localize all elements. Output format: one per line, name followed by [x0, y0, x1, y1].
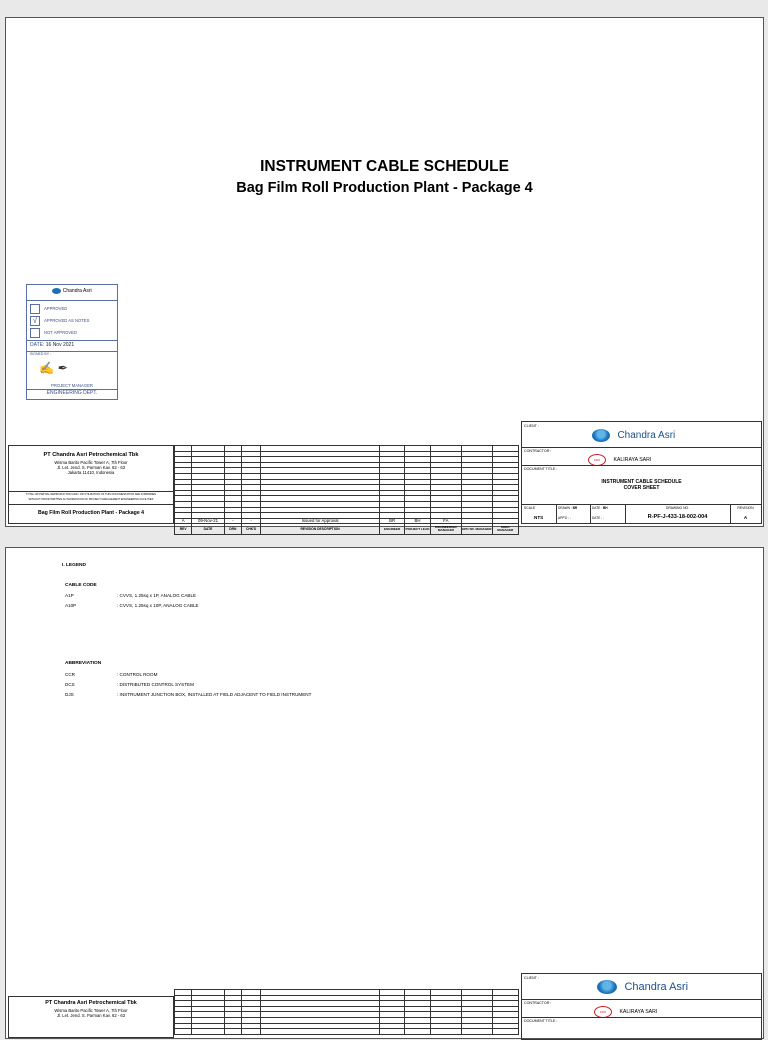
abbrev-row	[65, 692, 311, 697]
drawing-number: R-PF-J-433-18-002-004	[647, 514, 708, 520]
company-block	[8, 996, 174, 1038]
project-lead-cell: BH	[405, 518, 430, 524]
block-divider	[9, 491, 173, 492]
client-label: CLIENT :	[524, 976, 539, 980]
engineer-header: ENGINEER	[379, 524, 404, 535]
drawn-value: BR	[572, 506, 578, 510]
stamp-date	[30, 342, 74, 348]
rev-cell: A	[175, 518, 192, 524]
cable-code: A1P	[65, 593, 74, 598]
kaliraya-logo-icon: KRS	[594, 1006, 612, 1018]
contractor-logo	[588, 451, 651, 469]
stamp-date-value: 16 Nov 2021	[45, 342, 75, 348]
project-name: Bag Film Roll Production Plant - Package 4	[37, 510, 145, 516]
stamp-option-approved	[30, 304, 67, 314]
abbrev-code: DJS	[65, 692, 74, 697]
title-block	[521, 421, 762, 524]
sr-manager-header: EPD SR. MANAGER	[462, 524, 492, 535]
date2-value: -	[602, 516, 604, 520]
block-divider	[522, 504, 761, 505]
chkd-cell: -	[241, 518, 260, 524]
client-name: Chandra Asri	[617, 430, 676, 442]
abbrev-row	[65, 682, 194, 687]
abbrev-desc: : DISTRIBUTED CONTROL SYSTEM	[117, 682, 194, 687]
client-name: Chandra Asri	[624, 980, 689, 993]
doc-title-label: DOCUMENT TITLE :	[524, 1019, 558, 1023]
cable-code-title: CABLE CODE	[65, 583, 97, 588]
block-divider	[522, 465, 761, 466]
eng-manager-header: ENGINEERING MANAGER	[430, 524, 461, 535]
contractor-label: CONTRACTOR :	[524, 449, 552, 453]
company-name: PT Chandra Asri Petrochemical Tbk	[43, 452, 139, 458]
engineer-cell: BR	[379, 518, 404, 524]
revision-value: A	[743, 515, 748, 520]
chandra-asri-logo-icon	[592, 429, 610, 442]
doc-title-2: COVER SHEET	[623, 485, 660, 491]
drawn-label: DRAWN :	[558, 506, 572, 510]
date-value: BH	[602, 506, 608, 510]
abbrev-desc: : INSTRUMENT JUNCTION BOX, INSTALLED AT FIELD ADJACENT TO FIELD INSTRUMENT	[117, 692, 312, 697]
description-header: REVISION DESCRIPTION	[261, 524, 380, 535]
drawing-no-label: DRAWING NO.	[665, 506, 690, 510]
disclaimer-2: WITHOUT PRIOR WRITTEN AUTHORIZATION OF PROJECT MANAGEMENT ENGINEERING FACILITIES	[28, 498, 154, 501]
stamp-role: PROJECT MANAGER	[51, 383, 93, 388]
description-cell: Issued for Approval	[261, 518, 380, 524]
rev-header: REV	[175, 524, 192, 535]
cover-title: INSTRUMENT CABLE SCHEDULE	[260, 158, 509, 175]
company-address-1: Wisma Barito Pacific Tower A, 7th Floor	[54, 460, 128, 465]
doc-title-label: DOCUMENT TITLE :	[524, 467, 558, 471]
stamp-option-label: APPROVED	[44, 306, 68, 312]
approved-label: APP'D :	[558, 516, 570, 520]
company-name: PT Chandra Asri Petrochemical Tbk	[45, 1000, 137, 1006]
legend-heading: I. LEGEND	[62, 563, 86, 568]
revision-table	[174, 445, 519, 535]
stamp-company: Chandra Asri	[62, 288, 92, 294]
stamp-divider	[27, 340, 117, 341]
signature: ✍ ✒	[39, 361, 68, 375]
approval-stamp	[26, 284, 118, 400]
revision-empty-row	[175, 1029, 519, 1035]
block-divider	[522, 447, 761, 448]
abbrev-code: DCS	[65, 682, 75, 687]
eng-manager-cell: FA	[430, 518, 461, 524]
stamp-option-not-approved	[30, 328, 77, 338]
chandra-asri-logo-icon	[597, 980, 617, 994]
doc-title-1: INSTRUMENT CABLE SCHEDULE	[601, 479, 682, 485]
block-divider	[522, 1017, 761, 1018]
cell-divider	[590, 504, 591, 523]
abbrev-desc: : CONTROL ROOM	[117, 672, 158, 677]
revision-table	[174, 989, 519, 1035]
date-header: DATE	[192, 524, 224, 535]
drn-cell: -	[224, 518, 241, 524]
cover-sheet	[5, 17, 764, 533]
legend-sheet	[5, 547, 764, 1039]
date-label: DATE :	[592, 506, 603, 510]
client-label: CLIENT :	[524, 424, 539, 428]
contractor-logo	[594, 1003, 657, 1021]
contractor-label: CONTRACTOR :	[524, 1001, 552, 1005]
company-address-3: Jakarta 11410, Indonesia	[67, 470, 115, 475]
cable-code: A10P	[65, 603, 77, 608]
contractor-name: KALIRAYA SARI	[619, 1008, 658, 1015]
block-divider	[522, 999, 761, 1000]
cable-desc: : CVVS, 1.25sq x 10P, ANALOG CABLE	[117, 603, 199, 608]
client-logo	[597, 978, 688, 996]
stamp-header	[27, 288, 117, 301]
cell-divider	[556, 504, 557, 523]
stamp-signed-by: SIGNED BY :	[30, 352, 51, 356]
checkbox-approved-as-notes: √	[30, 316, 40, 326]
stamp-option-label: APPROVED AS NOTES	[44, 318, 90, 324]
checkbox-not-approved	[30, 328, 40, 338]
project-lead-header: PROJECT LEAD	[405, 524, 430, 535]
stamp-date-label: DATE:	[30, 342, 45, 348]
chandra-asri-logo-icon	[52, 288, 61, 294]
abbrev-code: CCR	[65, 672, 75, 677]
approved-value: -	[569, 516, 572, 520]
scale-label: SCALE	[524, 506, 536, 510]
abbrev-row	[65, 672, 157, 677]
block-divider	[9, 504, 173, 505]
cover-subtitle: Bag Film Roll Production Plant - Package 4	[236, 180, 533, 196]
company-block	[8, 445, 174, 524]
chkd-header: CHK'D	[241, 524, 260, 535]
area-manager-header: AREA MANAGER	[492, 524, 518, 535]
title-block	[521, 973, 762, 1040]
revision-label: REVISION	[737, 506, 754, 510]
cable-row	[65, 593, 196, 598]
stamp-option-label: NOT APPROVED	[44, 330, 77, 336]
revision-header-row	[175, 524, 519, 535]
company-address-1: Wisma Barito Pacific Tower A, 7th Floor	[54, 1008, 128, 1013]
date2-label: DATE :	[592, 516, 603, 520]
stamp-dept: ENGINEERING DEPT.	[46, 390, 98, 396]
client-logo	[592, 427, 675, 447]
scale-value: NTS	[534, 515, 544, 520]
company-address-2: Jl. Let. Jend. S. Parman Kav. 62 - 63	[56, 465, 126, 470]
kaliraya-logo-icon: KRS	[588, 454, 606, 466]
contractor-name: KALIRAYA SARI	[613, 456, 652, 463]
drn-header: DRN	[224, 524, 241, 535]
abbreviation-title: ABBREVIATION	[65, 661, 102, 666]
cable-desc: : CVVS, 1.25sq x 1P, ANALOG CABLE	[117, 593, 197, 598]
date-cell: 09-Nov-21	[192, 518, 224, 524]
stamp-option-approved-as-notes	[30, 316, 89, 326]
disclaimer-1: TOTAL OR PARTIAL REPRODUCTION AND / OR UTILIZATION OF THIS DOCUMENTATION ARE FORBIDDEN	[25, 493, 157, 496]
company-address-2: Jl. Let. Jend. S. Parman Kav. 62 - 63	[56, 1013, 126, 1018]
checkbox-approved	[30, 304, 40, 314]
cable-row	[65, 603, 199, 608]
